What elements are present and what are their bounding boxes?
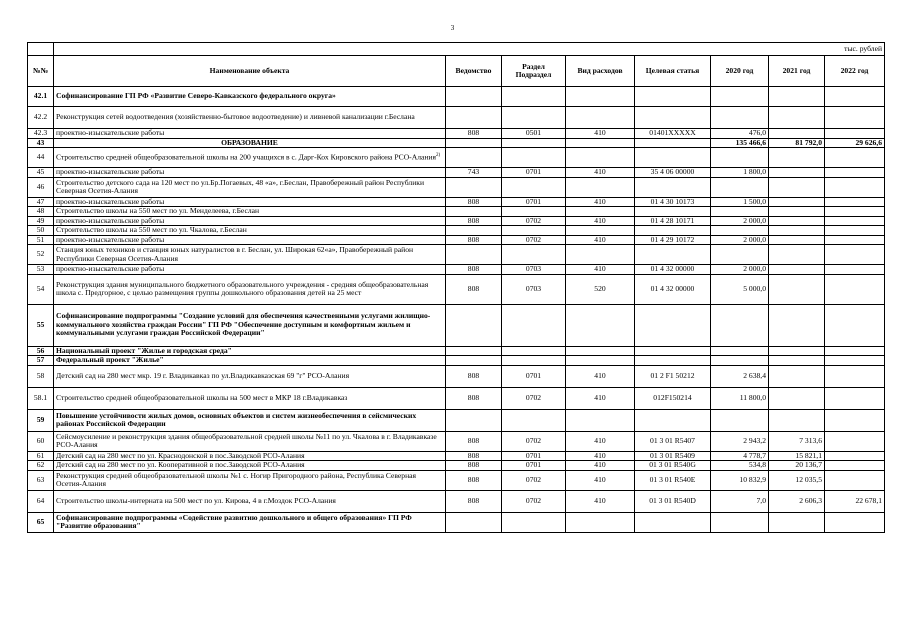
row-num: 60 <box>28 431 54 451</box>
objects-table <box>27 42 885 533</box>
row-num: 61 <box>28 451 54 461</box>
row-exp: 410 <box>566 216 635 226</box>
row-y2022 <box>825 87 885 107</box>
row-y2021 <box>769 168 825 178</box>
row-dept <box>446 409 502 431</box>
table-row <box>28 216 885 226</box>
page-number: 3 <box>450 24 455 32</box>
row-dept <box>446 512 502 532</box>
row-y2022 <box>825 245 885 265</box>
row-target <box>635 107 711 129</box>
table-row <box>28 451 885 461</box>
row-exp: 410 <box>566 387 635 409</box>
row-y2021 <box>769 304 825 346</box>
footnote-mark: 2) <box>435 152 441 158</box>
row-section <box>502 207 566 217</box>
row-num: 62 <box>28 461 54 471</box>
row-exp <box>566 87 635 107</box>
row-dept: 808 <box>446 451 502 461</box>
row-exp: 410 <box>566 265 635 275</box>
row-exp: 410 <box>566 470 635 490</box>
row-section <box>502 177 566 197</box>
row-target: 01 4 30 10173 <box>635 197 711 207</box>
row-y2022 <box>825 451 885 461</box>
row-exp <box>566 107 635 129</box>
row-name: проектно-изыскательские работы <box>54 235 446 245</box>
row-section <box>502 245 566 265</box>
row-section: 0702 <box>502 387 566 409</box>
table-row <box>28 387 885 409</box>
row-name: Строительство школы на 550 мест по ул. Менделеева, г.Беслан <box>54 207 446 217</box>
row-dept: 808 <box>446 274 502 304</box>
row-y2022 <box>825 148 885 168</box>
row-y2021: 20 136,7 <box>769 461 825 471</box>
row-section <box>502 138 566 148</box>
row-y2020: 1 500,0 <box>711 197 769 207</box>
row-target: 01 4 32 00000 <box>635 274 711 304</box>
row-name: Сейсмоусиление и реконструкция здания общеобразовательной средней школы №11 по ул. Чкалова в г. Владикавказе РСО-Алания <box>54 431 446 451</box>
units-label: тыс. рублей <box>54 43 885 56</box>
row-y2021 <box>769 274 825 304</box>
header-y2021: 2021 год <box>769 56 825 87</box>
row-target <box>635 87 711 107</box>
row-y2021 <box>769 409 825 431</box>
row-exp: 410 <box>566 431 635 451</box>
row-exp <box>566 207 635 217</box>
row-target <box>635 304 711 346</box>
row-y2020 <box>711 512 769 532</box>
row-name: Софинансирование ГП РФ «Развитие Северо-Кавказского федерального округа» <box>54 87 446 107</box>
row-y2020 <box>711 409 769 431</box>
table-row <box>28 197 885 207</box>
row-y2022 <box>825 168 885 178</box>
row-target <box>635 226 711 236</box>
row-target: 01 3 01 R5409 <box>635 451 711 461</box>
row-y2021 <box>769 207 825 217</box>
row-section: 0702 <box>502 470 566 490</box>
row-num: 63 <box>28 470 54 490</box>
row-name: Реконструкция средней общеобразовательной школы №1 с. Ногир Пригородного района, Республика Северная Осетия-Алания <box>54 470 446 490</box>
row-target <box>635 356 711 366</box>
row-y2022 <box>825 226 885 236</box>
row-y2020 <box>711 226 769 236</box>
row-section: 0701 <box>502 461 566 471</box>
row-name: Софинансирование подпрограммы «Содействие развитию дошкольного и общего образования» ГП РФ "Развитие образования" <box>54 512 446 532</box>
row-name: Федеральный проект "Жилье" <box>54 356 446 366</box>
row-dept <box>446 346 502 356</box>
row-num: 64 <box>28 490 54 512</box>
row-exp <box>566 304 635 346</box>
row-y2020: 135 466,6 <box>711 138 769 148</box>
row-y2020: 2 638,4 <box>711 365 769 387</box>
row-name: Детский сад на 280 мест мкр. 19 г. Владикавказ по ул.Владикавказская 69 "г" РСО-Алания <box>54 365 446 387</box>
row-num: 65 <box>28 512 54 532</box>
row-dept <box>446 138 502 148</box>
row-num: 58.1 <box>28 387 54 409</box>
row-target: 01 4 32 00000 <box>635 265 711 275</box>
row-num: 56 <box>28 346 54 356</box>
row-y2020 <box>711 356 769 366</box>
row-section <box>502 107 566 129</box>
row-dept <box>446 177 502 197</box>
row-y2022: 22 678,1 <box>825 490 885 512</box>
table-row <box>28 148 885 168</box>
row-y2020: 11 800,0 <box>711 387 769 409</box>
row-num: 53 <box>28 265 54 275</box>
row-name: проектно-изыскательские работы <box>54 265 446 275</box>
row-exp: 410 <box>566 461 635 471</box>
row-y2020: 2 000,0 <box>711 235 769 245</box>
row-y2022 <box>825 512 885 532</box>
row-target <box>635 346 711 356</box>
row-exp <box>566 138 635 148</box>
row-name: Детский сад на 280 мест по ул. Кооперативной в пос.Заводской РСО-Алания <box>54 461 446 471</box>
row-num: 45 <box>28 168 54 178</box>
row-name: Строительство школы на 550 мест по ул. Чкалова, г.Беслан <box>54 226 446 236</box>
table-row <box>28 461 885 471</box>
row-dept <box>446 87 502 107</box>
table-row <box>28 431 885 451</box>
row-target: 35 4 06 00000 <box>635 168 711 178</box>
table-row <box>28 87 885 107</box>
row-target: 01 3 01 R5407 <box>635 431 711 451</box>
row-exp <box>566 409 635 431</box>
row-y2020: 4 778,7 <box>711 451 769 461</box>
row-target <box>635 207 711 217</box>
row-exp: 410 <box>566 490 635 512</box>
row-y2022 <box>825 265 885 275</box>
row-dept <box>446 107 502 129</box>
row-num: 52 <box>28 245 54 265</box>
table-row <box>28 490 885 512</box>
header-y2022: 2022 год <box>825 56 885 87</box>
row-section: 0701 <box>502 168 566 178</box>
row-target: 01401XXXXX <box>635 129 711 139</box>
row-y2022 <box>825 216 885 226</box>
row-num: 44 <box>28 148 54 168</box>
row-y2022 <box>825 346 885 356</box>
table-row <box>28 409 885 431</box>
table-row <box>28 346 885 356</box>
table-row <box>28 512 885 532</box>
row-y2021 <box>769 265 825 275</box>
row-dept: 808 <box>446 197 502 207</box>
row-y2022 <box>825 197 885 207</box>
row-dept: 808 <box>446 461 502 471</box>
row-y2021 <box>769 107 825 129</box>
row-name: Софинансирование подпрограммы "Создание условий для обеспечения качественными услугами жилищно-коммунального хозяйства граждан России" ГП РФ "Обеспечение доступным и комфортным жильем и коммунальными услугами граждан Российской Федерации" <box>54 304 446 346</box>
row-num: 42.2 <box>28 107 54 129</box>
row-section: 0702 <box>502 216 566 226</box>
row-section: 0701 <box>502 365 566 387</box>
row-y2021 <box>769 365 825 387</box>
row-section <box>502 346 566 356</box>
table-row <box>28 356 885 366</box>
table-row <box>28 107 885 129</box>
header-target: Целевая статья <box>635 56 711 87</box>
row-dept: 808 <box>446 235 502 245</box>
row-num: 46 <box>28 177 54 197</box>
row-section: 0501 <box>502 129 566 139</box>
row-exp: 410 <box>566 129 635 139</box>
row-name: Станция юных техников и станция юных натуралистов в г. Беслан, ул. Широкая 62«а», Правобережный район Республики Северная Осетия-Алания <box>54 245 446 265</box>
row-section <box>502 226 566 236</box>
row-exp <box>566 148 635 168</box>
row-section: 0702 <box>502 431 566 451</box>
row-exp <box>566 346 635 356</box>
row-num: 50 <box>28 226 54 236</box>
row-exp: 520 <box>566 274 635 304</box>
row-y2021 <box>769 235 825 245</box>
row-section: 0703 <box>502 265 566 275</box>
table-row <box>28 265 885 275</box>
row-y2022 <box>825 274 885 304</box>
row-y2021 <box>769 177 825 197</box>
row-num: 43 <box>28 138 54 148</box>
row-target: 01 3 01 R540G <box>635 461 711 471</box>
row-target <box>635 148 711 168</box>
row-y2021 <box>769 346 825 356</box>
row-section: 0702 <box>502 490 566 512</box>
row-dept <box>446 148 502 168</box>
row-dept: 808 <box>446 490 502 512</box>
row-y2022 <box>825 461 885 471</box>
table-row <box>28 274 885 304</box>
row-section <box>502 356 566 366</box>
row-name: Реконструкция здания муниципального бюджетного образовательного учреждения - средняя общеобразовательная школа с. Предгорное, с целью размещения группы дошкольного образования детей на 25 мест <box>54 274 446 304</box>
row-y2022 <box>825 129 885 139</box>
row-num: 54 <box>28 274 54 304</box>
row-section: 0701 <box>502 451 566 461</box>
row-dept <box>446 245 502 265</box>
row-y2020: 1 800,0 <box>711 168 769 178</box>
row-section <box>502 148 566 168</box>
row-section <box>502 87 566 107</box>
table-row <box>28 304 885 346</box>
row-num: 42.1 <box>28 87 54 107</box>
row-name: проектно-изыскательские работы <box>54 168 446 178</box>
row-y2020: 2 943,2 <box>711 431 769 451</box>
row-y2020 <box>711 346 769 356</box>
row-y2021 <box>769 197 825 207</box>
row-y2021 <box>769 356 825 366</box>
row-num: 48 <box>28 207 54 217</box>
row-y2020 <box>711 148 769 168</box>
row-num: 55 <box>28 304 54 346</box>
table-row <box>28 235 885 245</box>
row-exp <box>566 245 635 265</box>
row-name: Детский сад на 280 мест по ул. Краснодонской в пос.Заводской РСО-Алания <box>54 451 446 461</box>
row-section: 0701 <box>502 197 566 207</box>
row-exp: 410 <box>566 235 635 245</box>
row-num: 58 <box>28 365 54 387</box>
row-dept <box>446 356 502 366</box>
row-y2021 <box>769 129 825 139</box>
header-row <box>28 56 885 87</box>
row-y2022: 29 626,6 <box>825 138 885 148</box>
row-y2020 <box>711 245 769 265</box>
table-row <box>28 365 885 387</box>
table-row <box>28 177 885 197</box>
row-name: проектно-изыскательские работы <box>54 216 446 226</box>
row-y2022 <box>825 207 885 217</box>
row-y2020: 10 832,9 <box>711 470 769 490</box>
row-y2021 <box>769 245 825 265</box>
row-name: Реконструкция сетей водоотведения (хозяйственно-бытовое водоотведение) и ливневой канализации г.Беслана <box>54 107 446 129</box>
row-section: 0702 <box>502 235 566 245</box>
row-y2020: 7,0 <box>711 490 769 512</box>
row-y2021 <box>769 87 825 107</box>
row-y2022 <box>825 235 885 245</box>
row-y2022 <box>825 304 885 346</box>
row-y2021 <box>769 226 825 236</box>
row-section <box>502 304 566 346</box>
row-y2021: 15 821,1 <box>769 451 825 461</box>
row-exp <box>566 177 635 197</box>
row-exp <box>566 226 635 236</box>
row-dept: 808 <box>446 265 502 275</box>
header-section: Раздел Подраздел <box>502 56 566 87</box>
units-row <box>28 43 885 56</box>
row-target: 01 3 01 R540E <box>635 470 711 490</box>
table-row <box>28 245 885 265</box>
row-name: Строительство средней общеобразовательной школы на 200 учащихся в с. Дарг-Кох Кировского района РСО-Алания$^{2)}$ <box>54 148 446 168</box>
row-target <box>635 409 711 431</box>
row-y2020: 476,0 <box>711 129 769 139</box>
row-exp: 410 <box>566 168 635 178</box>
header-y2020: 2020 год <box>711 56 769 87</box>
row-num: 57 <box>28 356 54 366</box>
row-num: 51 <box>28 235 54 245</box>
row-name: проектно-изыскательские работы <box>54 129 446 139</box>
row-dept: 808 <box>446 216 502 226</box>
row-y2020: 5 000,0 <box>711 274 769 304</box>
row-name: Национальный проект "Жилье и городская среда" <box>54 346 446 356</box>
row-target: 012F150214 <box>635 387 711 409</box>
row-y2021 <box>769 216 825 226</box>
row-y2022 <box>825 431 885 451</box>
row-exp: 410 <box>566 365 635 387</box>
table-row <box>28 129 885 139</box>
row-y2022 <box>825 409 885 431</box>
row-y2020 <box>711 87 769 107</box>
row-section: 0703 <box>502 274 566 304</box>
row-name: Повышение устойчивости жилых домов, основных объектов и систем жизнеобеспечения в сейсмических районах Российской Федерации <box>54 409 446 431</box>
header-num: №№ <box>28 56 54 87</box>
row-target: 01 4 29 10172 <box>635 235 711 245</box>
row-y2021 <box>769 148 825 168</box>
row-target: 01 4 28 10171 <box>635 216 711 226</box>
row-y2022 <box>825 470 885 490</box>
row-y2020: 2 000,0 <box>711 216 769 226</box>
row-y2021: 7 313,6 <box>769 431 825 451</box>
table-row <box>28 207 885 217</box>
table-row <box>28 470 885 490</box>
row-exp <box>566 512 635 532</box>
row-y2020 <box>711 177 769 197</box>
row-num: 47 <box>28 197 54 207</box>
row-name: Строительство средней общеобразовательной школы на 500 мест в МКР 18 г.Владикавказ <box>54 387 446 409</box>
row-y2021 <box>769 387 825 409</box>
row-dept: 743 <box>446 168 502 178</box>
row-y2021: 12 035,5 <box>769 470 825 490</box>
row-y2021: 2 606,3 <box>769 490 825 512</box>
row-y2020 <box>711 207 769 217</box>
row-y2022 <box>825 177 885 197</box>
row-num: 49 <box>28 216 54 226</box>
row-dept <box>446 226 502 236</box>
row-dept: 808 <box>446 431 502 451</box>
table-row <box>28 138 885 148</box>
row-y2022 <box>825 356 885 366</box>
row-y2020: 534,8 <box>711 461 769 471</box>
row-y2020 <box>711 304 769 346</box>
row-target <box>635 512 711 532</box>
row-dept: 808 <box>446 129 502 139</box>
header-dept: Ведомство <box>446 56 502 87</box>
row-target: 01 2 F1 50212 <box>635 365 711 387</box>
table-row <box>28 226 885 236</box>
row-y2020: 2 000,0 <box>711 265 769 275</box>
header-name: Наименование объекта <box>54 56 446 87</box>
row-exp <box>566 356 635 366</box>
row-num: 42.3 <box>28 129 54 139</box>
row-dept: 808 <box>446 387 502 409</box>
row-dept: 808 <box>446 470 502 490</box>
row-name: ОБРАЗОВАНИЕ <box>54 138 446 148</box>
header-exp: Вид расходов <box>566 56 635 87</box>
row-dept <box>446 207 502 217</box>
row-y2021 <box>769 512 825 532</box>
row-target <box>635 177 711 197</box>
row-num: 59 <box>28 409 54 431</box>
row-y2020 <box>711 107 769 129</box>
row-dept <box>446 304 502 346</box>
row-exp: 410 <box>566 451 635 461</box>
row-section <box>502 512 566 532</box>
row-y2022 <box>825 107 885 129</box>
table-row <box>28 168 885 178</box>
row-y2021: 81 792,0 <box>769 138 825 148</box>
row-target <box>635 245 711 265</box>
row-y2022 <box>825 365 885 387</box>
row-section <box>502 409 566 431</box>
row-name: Строительство школы-интерната на 500 мест по ул. Кирова, 4 в г.Моздок РСО-Алания <box>54 490 446 512</box>
row-target: 01 3 01 R540D <box>635 490 711 512</box>
row-y2022 <box>825 387 885 409</box>
row-name: проектно-изыскательские работы <box>54 197 446 207</box>
row-dept: 808 <box>446 365 502 387</box>
row-exp: 410 <box>566 197 635 207</box>
row-name: Строительство детского сада на 120 мест по ул.Бр.Погаевых, 48 «а», г.Беслан, Правобережный район Республики Северная Осетия-Алания <box>54 177 446 197</box>
row-target <box>635 138 711 148</box>
